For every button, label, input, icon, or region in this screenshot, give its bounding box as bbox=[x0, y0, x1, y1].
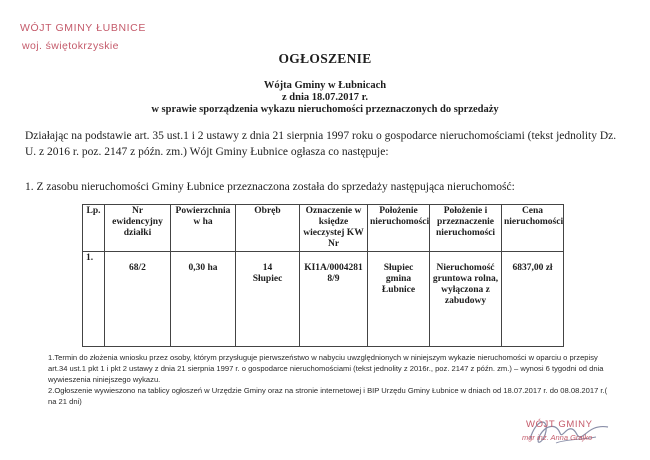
header-parcel-number: Nr ewidencyjny działki bbox=[105, 205, 171, 252]
official-stamp-top bbox=[20, 22, 146, 52]
table-row bbox=[83, 252, 564, 347]
stamp-bottom-line2: mgr inż. Anna Grajko bbox=[522, 433, 593, 442]
cell-lp-text: 1. bbox=[86, 253, 94, 263]
intro-paragraph: Działając na podstawie art. 35 ust.1 i 2 ustawy z dnia 21 sierpnia 1997 roku o gospodarce nieruchomościami (tekst jednolity Dz. U. z 2016 r. poz. 2147 z późn. zm.) Wójt Gminy Łubnice ogłasza co następuje: bbox=[25, 130, 617, 158]
cell-district-number: 14 bbox=[262, 263, 273, 273]
cell-purpose-text: Nieruchomość gruntowa rolna, wyłączona z zabudowy bbox=[432, 263, 499, 306]
header-purpose: Położenie i przeznaczenie nieruchomości bbox=[430, 205, 502, 252]
point-1-paragraph: 1. Z zasobu nieruchomości Gminy Łubnice przeznaczona została do sprzedaży następująca nieruchomość: bbox=[25, 181, 515, 193]
header-location: Położenie nieruchomości bbox=[368, 205, 430, 252]
header-price: Cena nieruchomości bbox=[502, 205, 564, 252]
cell-location-text: Słupiec gmina Łubnice bbox=[381, 263, 416, 295]
property-table bbox=[82, 204, 564, 347]
cell-parcel-number-text: 68/2 bbox=[129, 263, 146, 273]
cell-land-register bbox=[300, 252, 368, 347]
header-lp: Lp. bbox=[83, 205, 105, 252]
official-stamp-bottom bbox=[520, 419, 593, 442]
header-area: Powierzchnia w ha bbox=[171, 205, 236, 252]
cell-district bbox=[236, 252, 300, 347]
cell-area-text: 0,30 ha bbox=[188, 263, 218, 273]
header-district: Obręb bbox=[236, 205, 300, 252]
footnote-2: 2.Ogłoszenie wywieszono na tablicy ogłoszeń w Urzędzie Gminy oraz na stronie internetowej i BIP Urzędu Gminy Łubnice w dniach od 18.07.2017 r. do 08.08.2017 r.( na 21 dni) bbox=[48, 386, 608, 406]
stamp-top-line2: woj. świętokrzyskie bbox=[22, 40, 119, 52]
stamp-top-line1: WÓJT GMINY ŁUBNICE bbox=[20, 22, 146, 34]
cell-price bbox=[502, 252, 564, 347]
cell-district-name: Słupiec bbox=[252, 274, 283, 284]
cell-parcel-number bbox=[105, 252, 171, 347]
cell-land-register-suffix: 8/9 bbox=[327, 274, 340, 284]
date-line: z dnia 18.07.2017 r. bbox=[282, 92, 368, 103]
footnotes bbox=[48, 352, 616, 407]
issuer-line: Wójta Gminy w Łubnicach bbox=[263, 80, 387, 91]
subject-line: w sprawie sporządzenia wykazu nieruchomości przeznaczonych do sprzedaży bbox=[151, 104, 499, 115]
cell-price-text: 6837,00 zł bbox=[512, 263, 553, 273]
cell-area bbox=[171, 252, 236, 347]
footnote-1: 1.Termin do złożenia wniosku przez osoby, którym przysługuje pierwszeństwo w nabyciu uwzględnionych w niniejszym wykazie nieruchomości w oparciu o przepisy art.34 ust.1 pkt 1 i pkt 2 ustawy z dnia 21 sierpnia 1997 r. o gospodarce nieruchomościami (tekst jednolity z 2016r., poz. 2147 z późn. zm.) – wynosi 6 tygodni od dnia wywieszenia niniejszego wykazu. bbox=[48, 353, 604, 384]
header-land-register: Oznaczenie w księdze wieczystej KW Nr bbox=[300, 205, 368, 252]
cell-lp bbox=[83, 252, 105, 347]
cell-land-register-number: KI1A/0004281 bbox=[304, 263, 363, 273]
table-header-row bbox=[83, 205, 564, 252]
document-title: OGŁOSZENIE bbox=[278, 51, 372, 66]
stamp-bottom-line1: WÓJT GMINY bbox=[526, 419, 593, 430]
cell-purpose bbox=[430, 252, 502, 347]
cell-location bbox=[368, 252, 430, 347]
